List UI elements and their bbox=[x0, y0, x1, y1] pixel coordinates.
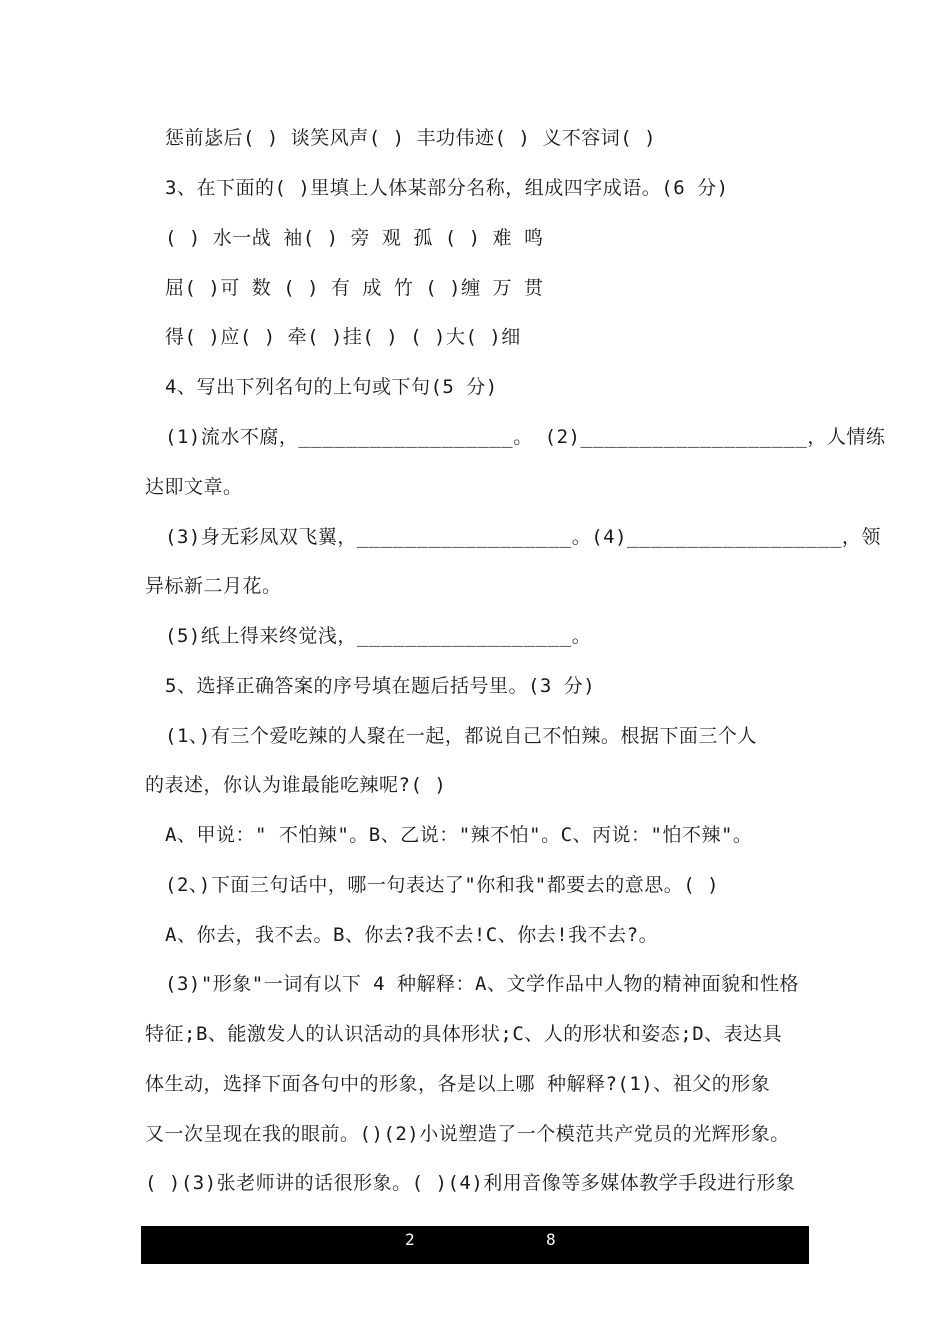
text-line: 4、写出下列名句的上句或下句(5 分) bbox=[165, 376, 498, 398]
text-line: 惩前毖后( ) 谈笑风声( ) 丰功伟迹( ) 义不容词( ) bbox=[165, 127, 657, 149]
text-line: ( )(3)张老师讲的话很形象。( )(4)利用音像等多媒体教学手段进行形象 bbox=[145, 1172, 796, 1194]
text-line: (2、)下面三句话中，哪一句表达了"你和我"都要去的意思。( ) bbox=[165, 874, 720, 896]
text-line: 体生动，选择下面各句中的形象，各是以上哪 种解释?(1)、祖父的形象 bbox=[145, 1073, 771, 1095]
text-line: ( ) 水一战 袖( ) 旁 观 孤 ( ) 难 鸣 bbox=[165, 227, 544, 249]
text-line: (1、)有三个爱吃辣的人聚在一起，都说自己不怕辣。根据下面三个人 bbox=[165, 725, 757, 747]
text-line: 异标新二月花。 bbox=[145, 575, 282, 597]
page-number-left: 2 bbox=[405, 1230, 415, 1249]
text-line: 5、选择正确答案的序号填在题后括号里。(3 分) bbox=[165, 675, 596, 697]
text-line: (3)身无彩凤双飞翼，__________________。(4)__________________，领 bbox=[165, 526, 881, 548]
text-line: 的表述，你认为谁最能吃辣呢?( ) bbox=[145, 774, 447, 796]
page-number-right: 8 bbox=[546, 1230, 556, 1249]
text-line: (1)流水不腐，__________________。 (2)___________________，人情练 bbox=[165, 426, 886, 448]
text-line: A、你去，我不去。B、你去?我不去!C、你去!我不去?。 bbox=[165, 924, 659, 946]
text-line: 达即文章。 bbox=[145, 476, 243, 498]
text-line: A、甲说：" 不怕辣"。B、乙说："辣不怕"。C、丙说："怕不辣"。 bbox=[165, 824, 753, 846]
text-line: 特征;B、能激发人的认识活动的具体形状;C、人的形状和姿态;D、表达具 bbox=[145, 1023, 783, 1045]
text-line: (3)"形象"一词有以下 4 种解释：A、文学作品中人物的精神面貌和性格 bbox=[165, 973, 799, 995]
text-line: 得( )应( ) 牵( )挂( ) ( )大( )细 bbox=[165, 326, 521, 348]
text-line: 3、在下面的( )里填上人体某部分名称，组成四字成语。(6 分) bbox=[165, 177, 729, 199]
text-line: 又一次呈现在我的眼前。()(2)小说塑造了一个模范共产党员的光辉形象。 bbox=[145, 1123, 790, 1145]
page-footer-bar bbox=[141, 1226, 809, 1264]
text-line: (5)纸上得来终觉浅，__________________。 bbox=[165, 625, 592, 647]
text-line: 屈( )可 数 ( ) 有 成 竹 ( )缠 万 贯 bbox=[165, 277, 544, 299]
